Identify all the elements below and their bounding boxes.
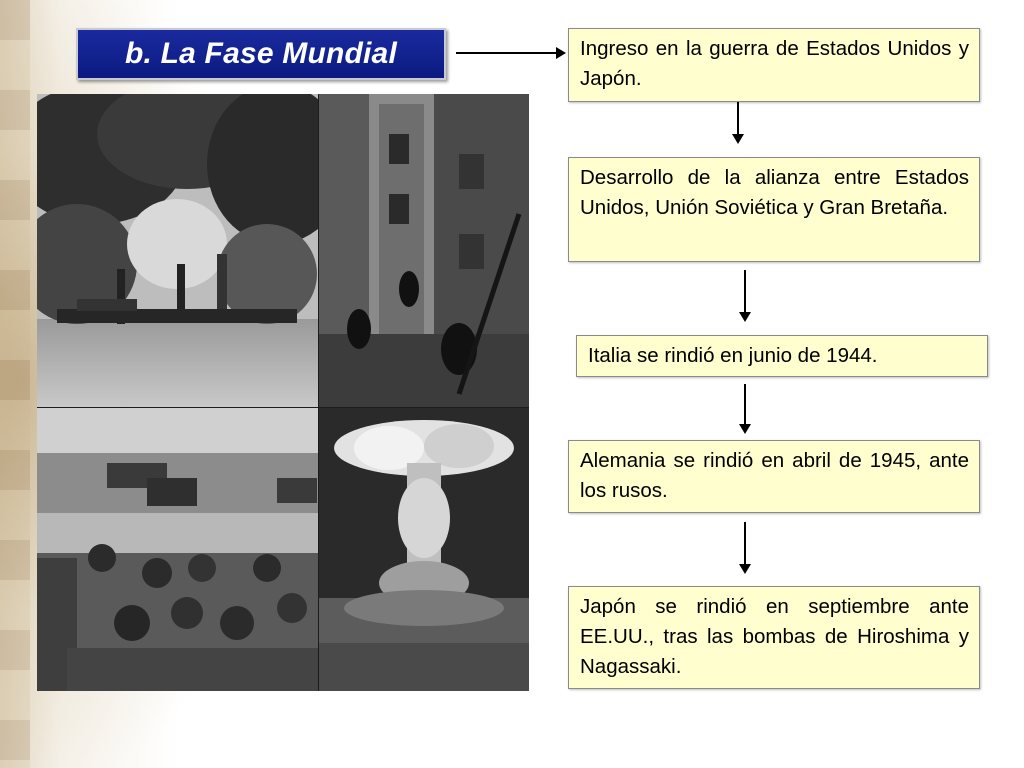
step-box-5: Japón se rindió en septiembre ante EE.UU., tras las bombas de Hiroshima y Nagassaki. [568,586,980,689]
photo-atomic-cloud [319,408,529,691]
step-box-4: Alemania se rindió en abril de 1945, ante los rusos. [568,440,980,513]
arrow-down-3 [744,384,746,432]
step-box-2: Desarrollo de la alianza entre Estados Unidos, Unión Soviética y Gran Bretaña. [568,157,980,262]
step-box-3: Italia se rindió en junio de 1944. [576,335,988,377]
slide-title: b. La Fase Mundial [125,37,397,70]
arrow-down-2 [744,270,746,320]
step-box-1: Ingreso en la guerra de Estados Unidos y Japón. [568,28,980,102]
photo-pearl-harbor [37,94,318,407]
arrow-down-1 [737,102,739,142]
photo-collage [37,94,529,691]
photo-stalingrad [319,94,529,407]
title-to-first-step-arrow [456,52,564,54]
title-banner [76,28,446,80]
arrow-down-4 [744,522,746,572]
background-stripe [0,0,30,768]
photo-normandy-landing [37,408,318,691]
